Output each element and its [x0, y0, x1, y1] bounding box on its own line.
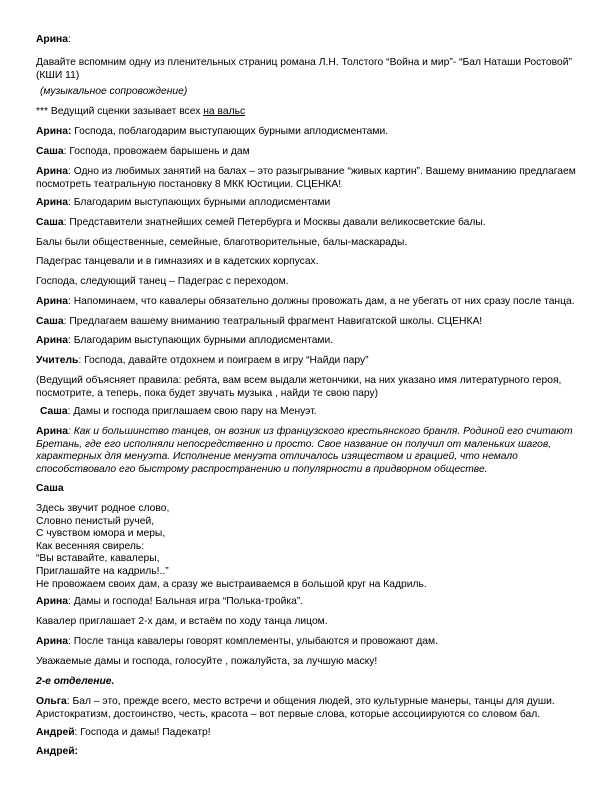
paragraph-8 — [36, 197, 578, 210]
paragraph-16 — [36, 355, 578, 368]
paragraph-22 — [36, 596, 578, 609]
waltz-link-text: на вальс — [203, 106, 246, 117]
paragraph-25 — [36, 656, 578, 669]
paragraph-28 — [36, 727, 578, 740]
poem-line: Не провожаем своих дам, а сразу же выстраиваемся в большой круг на Кадриль. — [36, 578, 427, 590]
paragraph-1 — [36, 34, 578, 47]
speaker-name: Арина — [36, 197, 69, 208]
speaker-name: Саша — [36, 217, 64, 228]
line-text: : Господа и дамы! Падекатр! — [74, 727, 211, 738]
paragraph-12 — [36, 276, 578, 289]
speaker-name: Саша — [40, 406, 68, 417]
paragraph-4 — [36, 106, 578, 119]
paragraph-27 — [36, 696, 578, 721]
speaker-name: Учитель — [36, 355, 79, 366]
speaker-name: Андрей — [36, 727, 75, 738]
speaker-name: Саша — [36, 483, 64, 494]
paragraph-6 — [36, 146, 578, 159]
music-note — [36, 86, 582, 99]
paragraph-24 — [36, 636, 578, 649]
paragraph-20 — [36, 483, 578, 496]
speaker-name: Андрей — [36, 746, 75, 757]
line-text: Давайте вспомним одну из пленительных страниц романа Л.Н. Толстого “Война и мир”- “Бал Наташи Ростовой” (КШИ 11) — [36, 57, 572, 81]
line-text: : Господа, давайте отдохнем и поиграем в игру “Найди пару” — [78, 355, 369, 366]
paragraph-29 — [36, 746, 578, 759]
line-text: : Напоминаем, что кавалеры обязательно должны провожать дам, а не убегать от них сразу после танца. — [68, 296, 575, 307]
line-text: : Благодарим выступающих бурными аплодисментами — [68, 197, 331, 208]
speaker-name: Арина — [36, 636, 69, 647]
speaker-name: Арина — [36, 166, 69, 177]
paragraph-5 — [36, 126, 578, 139]
line-text: (Ведущий объясняет правила: ребята, вам всем выдали жетончики, на них указано имя литературного героя, посмотрите, а теперь, пока будет звучать музыка , найди те свою пару) — [36, 375, 562, 399]
line-text: : Представители знатнейших семей Петербурга и Москвы давали великосветские балы. — [63, 217, 486, 228]
line-text: : — [74, 746, 78, 757]
poem-line: Приглашайте на кадриль!..” — [36, 565, 169, 577]
line-text: Господа, следующий танец – Падеграс с переходом. — [36, 276, 289, 287]
speaker-name: Арина — [36, 296, 69, 307]
paragraph-23 — [36, 616, 578, 629]
paragraph-7 — [36, 166, 578, 191]
paragraph-10 — [36, 237, 578, 250]
line-text: : Как и большинство танцев, он возник из французского крестьянского бранля. Родиной его считают Бретань, где его исполняли непосредственно и просто. Свое название он получил от маленьких шагов, характерных для менуэта. Исполнение менуэта отличалось изяществом и грацией, что немало способствовало его быстрому распространению и популярности в придворном обществе. — [36, 426, 573, 475]
poem-line: Здесь звучит родное слово, — [36, 503, 170, 514]
line-text: : Дамы и господа! Бальная игра “Полька-тройка”. — [68, 596, 304, 607]
speaker-name: Саша — [36, 316, 64, 327]
line-text: : Дамы и господа приглашаем свою пару на Менуэт. — [67, 406, 317, 417]
line-text: : Бал – это, прежде всего, место встречи и общения людей, это культурные манеры, танцы для души. Аристократизм, достоинство, честь, красота – вот первые слова, которые ассоциируются со словом бал. — [36, 696, 555, 720]
paragraph-14 — [36, 316, 578, 329]
poem-line: С чувством юмора и меры, — [36, 528, 166, 540]
section-heading — [36, 676, 578, 689]
poem-line: Как весенняя свирель: — [36, 540, 145, 552]
paragraph-17 — [36, 375, 578, 400]
poem-line: “Вы вставайте, кавалеры, — [36, 553, 160, 565]
paragraph-9 — [36, 217, 578, 230]
speaker-name: Ольга — [36, 696, 67, 707]
line-text: : Предлагаем вашему вниманию театральный фрагмент Навигатской школы. СЦЕНКА! — [63, 316, 483, 327]
line-text: (музыкальное сопровождение) — [40, 86, 188, 97]
speaker-name: Арина — [36, 34, 69, 45]
line-text: : Господа, провожаем барышень и дам — [63, 146, 250, 157]
line-text: : Одно из любимых занятий на балах – это разыгрывание “живых картин”. Вашему вниманию предлагаем посмотреть театральную постановку 8 МКК Юстиции. СЦЕНКА! — [36, 166, 576, 190]
line-text: *** Ведущий сценки зазывает всех — [36, 106, 204, 117]
speaker-name: Арина — [36, 596, 69, 607]
speaker-name: Арина — [36, 426, 69, 437]
line-text: Кавалер приглашает 2-х дам, и встаём по ходу танца лицом. — [36, 616, 328, 627]
paragraph-2 — [36, 57, 578, 82]
paragraph-13 — [36, 296, 578, 309]
line-text: Господа, поблагодарим выступающих бурными аплодисментами. — [71, 126, 389, 137]
speaker-name: Арина — [36, 335, 69, 346]
paragraph-15 — [36, 335, 578, 348]
line-text: : Благодарим выступающих бурными аплодисментами. — [68, 335, 334, 346]
speaker-name: Саша — [36, 146, 64, 157]
poem-line: Словно пенистый ручей, — [36, 515, 155, 527]
line-text: Падеграс танцевали и в гимназиях и в кадетских корпусах. — [36, 256, 319, 267]
speaker-name: Арина: — [36, 126, 72, 137]
paragraph-18 — [36, 406, 582, 419]
paragraph-19 — [36, 426, 578, 476]
line-text: : — [68, 34, 71, 45]
line-text: Балы были общественные, семейные, благотворительные, балы-маскарады. — [36, 237, 408, 248]
line-text: Уважаемые дамы и господа, голосуйте , пожалуйста, за лучшую маску! — [36, 656, 378, 667]
poem-block — [36, 503, 578, 591]
section-title: 2-е отделение. — [36, 676, 115, 687]
paragraph-11 — [36, 256, 578, 269]
line-text: : После танца кавалеры говорят комплементы, улыбаются и провожают дам. — [68, 636, 438, 647]
